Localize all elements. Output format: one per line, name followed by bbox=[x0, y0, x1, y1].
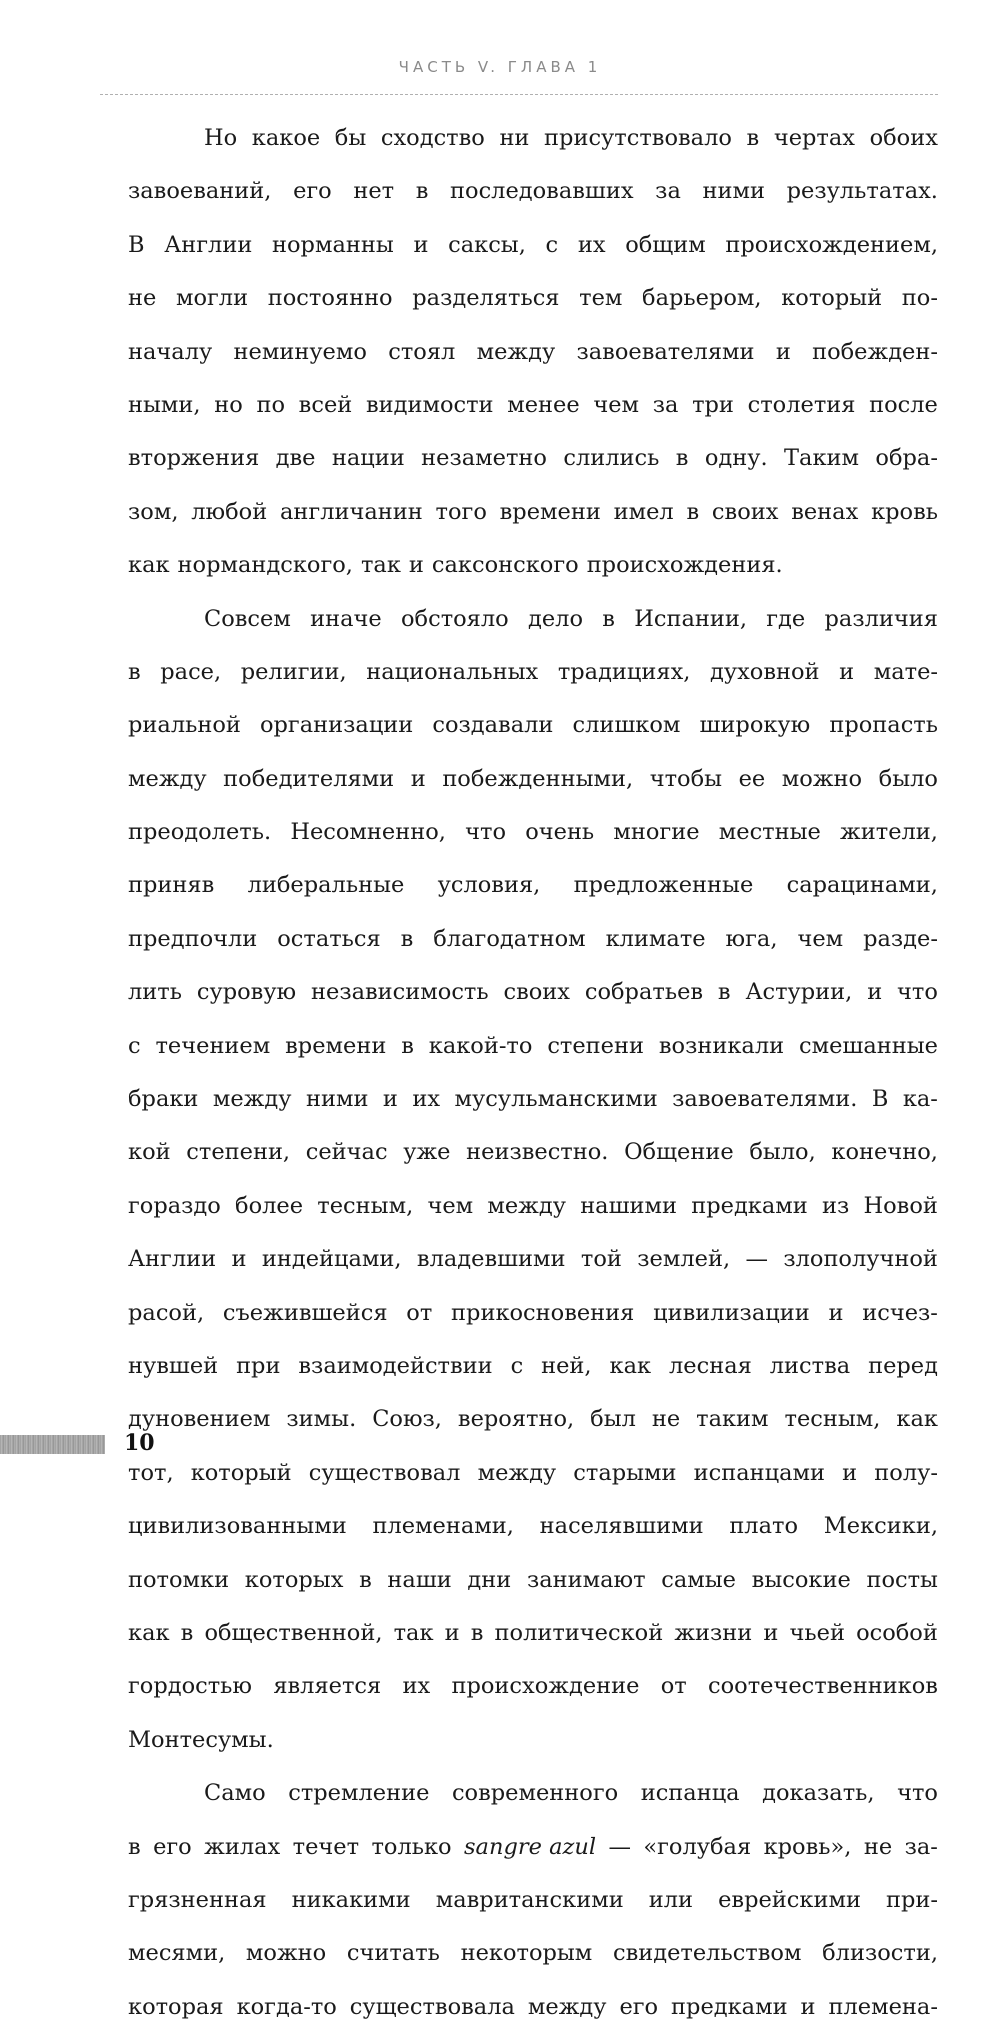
page-number: 10 bbox=[124, 1430, 155, 1456]
text-line: как нормандского, так и саксонского происхождения. bbox=[128, 552, 783, 579]
text-line: тот, который существовал между старыми испанцами и полу- bbox=[128, 1459, 938, 1486]
text-line: нувшей при взаимодействии с ней, как лесная листва перед bbox=[128, 1352, 938, 1379]
header-rule bbox=[100, 94, 938, 95]
text-line: предпочли остаться в благодатном климате юга, чем разде- bbox=[128, 925, 938, 952]
text-line: Англии и индейцами, владевшими той землей, — злополучной bbox=[128, 1246, 938, 1273]
text-line: гордостью является их происхождение от соотечественников bbox=[128, 1673, 938, 1700]
running-head: ЧАСТЬ V. ГЛАВА 1 bbox=[398, 58, 602, 76]
italic-phrase: sangre azul bbox=[464, 1833, 597, 1860]
text-line: браки между ними и их мусульманскими завоевателями. В ка- bbox=[128, 1086, 938, 1113]
text-line: расой, съежившейся от прикосновения цивилизации и исчез- bbox=[128, 1299, 938, 1326]
text-line: Совсем иначе обстояло дело в Испании, где различия bbox=[204, 605, 938, 632]
text-line: месями, можно считать некоторым свидетельством близости, bbox=[128, 1940, 938, 1967]
text-line: лить суровую независимость своих собратьев в Астурии, и что bbox=[128, 979, 938, 1006]
text-line: Само стремление современного испанца доказать, что bbox=[204, 1780, 938, 1807]
text-line: ными, но по всей видимости менее чем за три столетия после bbox=[128, 391, 938, 418]
text-line: в расе, религии, национальных традициях, духовной и мате- bbox=[128, 658, 938, 685]
text-line: зом, любой англичанин того времени имел в своих венах кровь bbox=[128, 498, 938, 525]
text-line: потомки которых в наши дни занимают самые высокие посты bbox=[128, 1566, 938, 1593]
footer-bar bbox=[0, 1435, 105, 1454]
text-line: риальной организации создавали слишком широкую пропасть bbox=[128, 712, 938, 739]
text-line: между победителями и побежденными, чтобы ее можно было bbox=[128, 765, 938, 792]
text-line: преодолеть. Несомненно, что очень многие местные жители, bbox=[128, 819, 938, 846]
text-line: Монтесумы. bbox=[128, 1726, 274, 1753]
text-line: началу неминуемо стоял между завоевателями и побежден- bbox=[128, 338, 938, 365]
text-line: грязненная никакими мавританскими или еврейскими при- bbox=[128, 1886, 938, 1913]
text-line: цивилизованными племенами, населявшими плато Мексики, bbox=[128, 1513, 938, 1540]
body-text bbox=[128, 112, 938, 2034]
text-line: которая когда-то существовала между его предками и племена- bbox=[128, 1993, 938, 2020]
text-line: завоеваний, его нет в последовавших за ними результатах. bbox=[128, 178, 938, 205]
text-line: Но какое бы сходство ни присутствовало в чертах обоих bbox=[204, 125, 938, 151]
text-line: В Англии норманны и саксы, с их общим происхождением, bbox=[128, 231, 938, 258]
text-line: не могли постоянно разделяться тем барьером, который по- bbox=[128, 285, 938, 312]
text-line: дуновением зимы. Союз, вероятно, был не таким тесным, как bbox=[128, 1406, 938, 1433]
text-line: вторжения две нации незаметно слились в одну. Таким обра- bbox=[128, 445, 938, 472]
text-line: кой степени, сейчас уже неизвестно. Общение было, конечно, bbox=[128, 1139, 938, 1166]
text-line: в его жилах течет только sangre azul — «голубая кровь», не за- bbox=[128, 1821, 938, 1874]
text-line: с течением времени в какой-то степени возникали смешанные bbox=[128, 1032, 938, 1059]
text-line: как в общественной, так и в политической жизни и чьей особой bbox=[128, 1619, 938, 1646]
text-line: приняв либеральные условия, предложенные сарацинами, bbox=[128, 872, 938, 899]
text-line: гораздо более тесным, чем между нашими предками из Новой bbox=[128, 1192, 938, 1219]
